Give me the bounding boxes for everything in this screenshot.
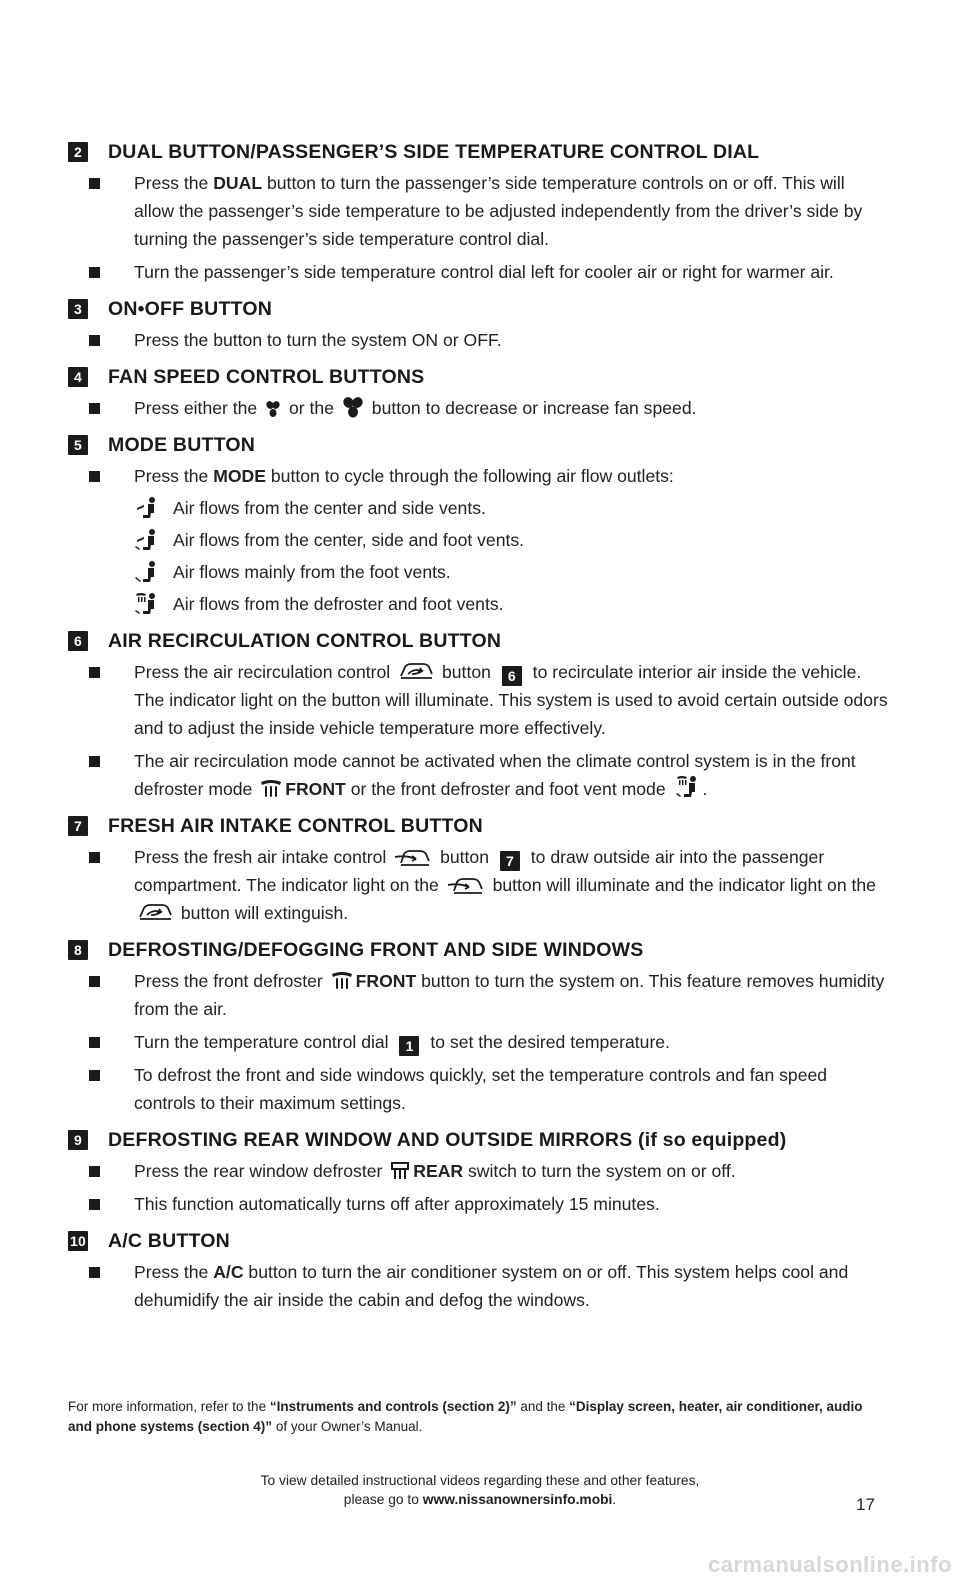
recirculation-icon (137, 903, 173, 923)
bullet-item (68, 462, 888, 490)
section-heading-10 (68, 1229, 888, 1253)
section-title: A/C BUTTON (108, 1229, 230, 1252)
text: Press the (134, 1262, 214, 1282)
text: button to cycle through the following air flow outlets: (266, 466, 674, 486)
text: button to turn the system on. This feature removes humidity from the air. (134, 971, 885, 1019)
bullet-item (68, 1190, 888, 1218)
text: Press either the (134, 398, 263, 418)
text: to draw outside air into the passenger compartment. The indicator light on the (134, 847, 825, 895)
fresh-air-icon (447, 875, 485, 895)
section-number: 9 (68, 1130, 88, 1150)
bullet-item (68, 1258, 888, 1314)
section-heading-8 (68, 938, 888, 962)
manual-reference: “Display screen, heater, air conditioner, audio and phone systems (section 4)” (68, 1399, 863, 1434)
section-title: AIR RECIRCULATION CONTROL BUTTON (108, 629, 502, 652)
section-number: 7 (68, 816, 88, 836)
fan-low-icon (265, 400, 281, 418)
bullet-item (68, 394, 888, 422)
section-heading-6 (68, 629, 888, 653)
section-number: 6 (68, 631, 88, 651)
text: . (612, 1492, 617, 1507)
bold-term: FRONT (355, 971, 417, 991)
callout-number: 6 (502, 666, 522, 686)
mode-item (68, 590, 888, 618)
bold-term: DUAL (213, 173, 263, 193)
text: Press the rear window defroster (134, 1161, 388, 1181)
section-heading-9 (68, 1128, 888, 1152)
defrost-foot-icon (674, 775, 700, 799)
text: Press the (134, 466, 214, 486)
text: Air flows mainly from the foot vents. (173, 562, 451, 582)
recirculation-icon (398, 662, 434, 682)
text: Turn the passenger’s side temperature control dial left for cooler air or right for warmer air. (134, 262, 834, 282)
text: Air flows from the defroster and foot vents. (173, 594, 504, 614)
callout-number: 1 (399, 1036, 419, 1056)
text: please go to (343, 1492, 423, 1507)
mode-item (68, 494, 888, 522)
section-heading-7 (68, 814, 888, 838)
section-title: ON•OFF BUTTON (108, 297, 272, 320)
text: button to turn the passenger’s side temperature controls on or off. This will allow the passenger’s side temperature to be adjusted independently from the driver’s side by turning the passenger’s side temperature control dial. (134, 173, 863, 249)
bold-term: REAR (413, 1161, 464, 1181)
text: switch to turn the system on or off. (463, 1161, 736, 1181)
section-title: DUAL BUTTON/PASSENGER’S SIDE TEMPERATURE CONTROL DIAL (108, 140, 760, 163)
bold-term: MODE (213, 466, 266, 486)
text: button to turn the air conditioner system on or off. This system helps cool and dehumidify the air inside the cabin and defog the windows. (134, 1262, 849, 1310)
vent-face-foot-icon (133, 528, 159, 552)
text: Press the button to turn the system ON or OFF. (134, 330, 502, 350)
bullet-item (68, 747, 888, 803)
text: button (437, 662, 496, 682)
text: Press the front defroster (134, 971, 328, 991)
bold-term: FRONT (285, 779, 346, 799)
text: . (702, 779, 708, 799)
text: of your Owner’s Manual. (272, 1419, 423, 1434)
vent-face-icon (133, 496, 159, 520)
section-title: MODE BUTTON (108, 433, 256, 456)
section-number: 10 (68, 1231, 88, 1251)
section-number: 5 (68, 435, 88, 455)
text: button will illuminate and the indicator light on the (487, 875, 876, 895)
text: button to decrease or increase fan speed. (366, 398, 697, 418)
callout-number: 7 (500, 851, 520, 871)
section-number: 3 (68, 299, 88, 319)
text: The air recirculation mode cannot be activated when the climate control system is in the front defroster mode (134, 751, 856, 799)
footnote (68, 1397, 868, 1437)
mode-item (68, 526, 888, 554)
defrost-foot-icon (133, 592, 159, 616)
text: Turn the temperature control dial (134, 1032, 394, 1052)
bullet-item (68, 967, 888, 1023)
bullet-item (68, 1028, 888, 1056)
website-link[interactable]: www.nissanownersinfo.mobi (422, 1492, 613, 1507)
section-title: DEFROSTING/DEFOGGING FRONT AND SIDE WINDOWS (108, 938, 644, 961)
text: Air flows from the center and side vents. (173, 498, 486, 518)
manual-reference: “Instruments and controls (section 2)” (269, 1399, 517, 1414)
fresh-air-icon (394, 847, 432, 867)
text: or the front defroster and foot vent mode (345, 779, 671, 799)
vent-foot-icon (133, 560, 159, 584)
text: to set the desired temperature. (425, 1032, 670, 1052)
text: button will extinguish. (176, 903, 349, 923)
text: Air flows from the center, side and foot vents. (173, 530, 525, 550)
text: Press the (134, 173, 214, 193)
content (68, 140, 888, 1314)
text: to recirculate interior air inside the vehicle. The indicator light on the button will illuminate. This system is used to avoid certain outside odors and to adjust the inside vehicle temperature more effectively. (134, 662, 888, 738)
section-heading-5 (68, 433, 888, 457)
text: or the (284, 398, 339, 418)
bullet-item (68, 169, 888, 253)
bullet-item (68, 1157, 888, 1185)
section-number: 2 (68, 142, 88, 162)
bullet-item (68, 658, 888, 742)
section-heading-2 (68, 140, 888, 164)
section-heading-3 (68, 297, 888, 321)
section-title: FRESH AIR INTAKE CONTROL BUTTON (108, 814, 483, 837)
footer-line (230, 1490, 730, 1509)
footer-text (230, 1471, 730, 1509)
rear-defroster-icon (390, 1161, 410, 1181)
section-number: 4 (68, 367, 88, 387)
front-defroster-icon (331, 971, 353, 991)
text: For more information, refer to the (68, 1399, 270, 1414)
bullet-item (68, 258, 888, 286)
bullet-item (68, 843, 888, 927)
bold-term: A/C (213, 1262, 244, 1282)
text: and the (516, 1399, 570, 1414)
text: button (435, 847, 494, 867)
text: This function automatically turns off after approximately 15 minutes. (134, 1194, 660, 1214)
text: To defrost the front and side windows quickly, set the temperature controls and fan speed controls to their maximum settings. (134, 1065, 828, 1113)
bullet-item (68, 1061, 888, 1117)
section-title: FAN SPEED CONTROL BUTTONS (108, 365, 425, 388)
section-number: 8 (68, 940, 88, 960)
section-heading-4 (68, 365, 888, 389)
text: Press the fresh air intake control (134, 847, 392, 867)
section-title: DEFROSTING REAR WINDOW AND OUTSIDE MIRRORS (if so equipped) (108, 1128, 787, 1151)
text: Press the air recirculation control (134, 662, 396, 682)
page-number: 17 (856, 1495, 875, 1514)
fan-high-icon (342, 396, 364, 418)
front-defroster-icon (260, 779, 282, 799)
footer-line: To view detailed instructional videos regarding these and other features, (260, 1473, 700, 1488)
mode-item (68, 558, 888, 586)
bullet-item (68, 326, 888, 354)
watermark: carmanualsonline.info (708, 1552, 952, 1577)
